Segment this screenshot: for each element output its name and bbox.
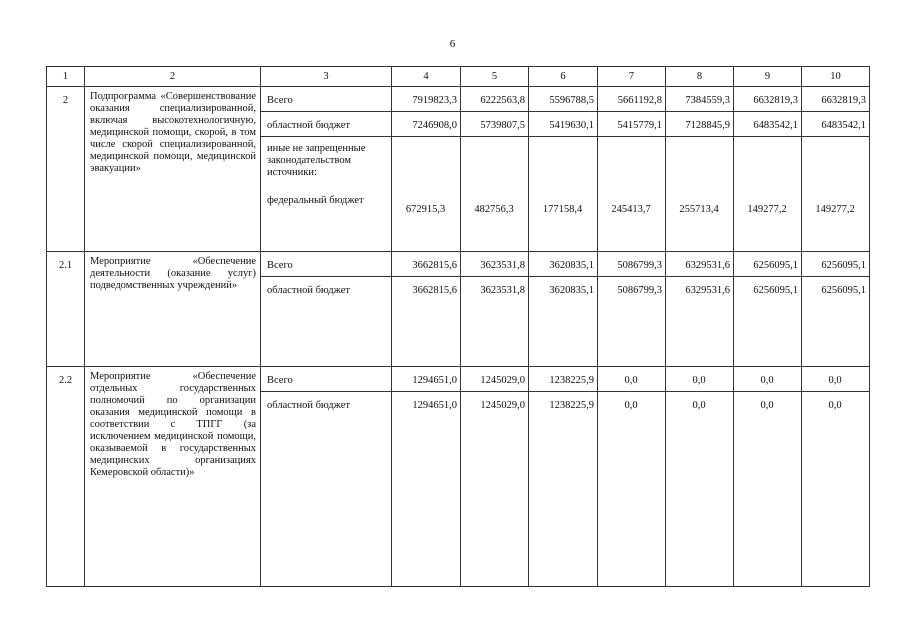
value-cell: 6256095,1 xyxy=(734,277,802,367)
value-cell: 672915,3 xyxy=(392,137,461,252)
value-cell: 245413,7 xyxy=(598,137,666,252)
header-row xyxy=(47,67,870,87)
table-row xyxy=(47,252,870,277)
value-cell: 6632819,3 xyxy=(734,87,802,112)
column-header: 9 xyxy=(734,67,802,87)
value-cell: 0,0 xyxy=(734,392,802,587)
value-cell: 6329531,6 xyxy=(666,252,734,277)
value-cell: 3662815,6 xyxy=(392,252,461,277)
value-cell: 6256095,1 xyxy=(802,277,870,367)
value-cell: 5086799,3 xyxy=(598,252,666,277)
source-sublabel: федеральный бюджет xyxy=(267,195,364,206)
value-cell: 7384559,3 xyxy=(666,87,734,112)
value-cell: 3623531,8 xyxy=(461,252,529,277)
value-cell: 0,0 xyxy=(598,367,666,392)
value-cell: 1238225,9 xyxy=(529,367,598,392)
value-cell: 6256095,1 xyxy=(802,252,870,277)
table-row xyxy=(47,87,870,112)
column-header: 6 xyxy=(529,67,598,87)
column-header: 2 xyxy=(85,67,261,87)
value-cell: 3662815,6 xyxy=(392,277,461,367)
page-number: 6 xyxy=(449,38,456,50)
row-name: Мероприятие «Обеспечение отдельных государственных полномочий по организации оказания медицинской помощи в соответствии с ТПГГ (за исключением медицинской помощи, оказываемой в государственных медицинских организациях Кемеровской области)» xyxy=(85,367,261,587)
column-header: 8 xyxy=(666,67,734,87)
value-cell: 0,0 xyxy=(598,392,666,587)
table-row xyxy=(47,367,870,392)
value-cell: 7919823,3 xyxy=(392,87,461,112)
source-label: областной бюджет xyxy=(261,277,392,367)
value-cell: 5596788,5 xyxy=(529,87,598,112)
source-label xyxy=(261,137,392,252)
value-cell: 482756,3 xyxy=(461,137,529,252)
source-label: областной бюджет xyxy=(261,392,392,587)
value-cell: 6256095,1 xyxy=(734,252,802,277)
value-cell: 0,0 xyxy=(734,367,802,392)
column-header: 3 xyxy=(261,67,392,87)
row-name: Подпрограмма «Совершенствование оказания специализированной, включая высокотехнологичную, медицинской помощи, скорой, в том числе скорой специализированной, медицинской помощи, медицинской эвакуации» xyxy=(85,87,261,252)
row-number: 2.1 xyxy=(47,252,85,367)
value-cell: 0,0 xyxy=(666,392,734,587)
value-cell: 3620835,1 xyxy=(529,252,598,277)
column-header: 5 xyxy=(461,67,529,87)
value-cell: 1245029,0 xyxy=(461,367,529,392)
source-label: Всего xyxy=(261,367,392,392)
value-cell: 0,0 xyxy=(802,392,870,587)
value-cell: 1294651,0 xyxy=(392,392,461,587)
source-label: Всего xyxy=(261,252,392,277)
value-cell: 6632819,3 xyxy=(802,87,870,112)
value-cell: 5739807,5 xyxy=(461,112,529,137)
value-cell: 255713,4 xyxy=(666,137,734,252)
value-cell: 5661192,8 xyxy=(598,87,666,112)
value-cell: 6222563,8 xyxy=(461,87,529,112)
value-cell: 3620835,1 xyxy=(529,277,598,367)
value-cell: 0,0 xyxy=(666,367,734,392)
column-header: 1 xyxy=(47,67,85,87)
value-cell: 1294651,0 xyxy=(392,367,461,392)
value-cell: 7128845,9 xyxy=(666,112,734,137)
value-cell: 1245029,0 xyxy=(461,392,529,587)
value-cell: 7246908,0 xyxy=(392,112,461,137)
value-cell: 5419630,1 xyxy=(529,112,598,137)
row-name: Мероприятие «Обеспечение деятельности (оказание услуг) подведомственных учреждений» xyxy=(85,252,261,367)
value-cell: 149277,2 xyxy=(802,137,870,252)
column-header: 10 xyxy=(802,67,870,87)
source-label: Всего xyxy=(261,87,392,112)
source-label: областной бюджет xyxy=(261,112,392,137)
value-cell: 5415779,1 xyxy=(598,112,666,137)
row-number: 2 xyxy=(47,87,85,252)
value-cell: 6483542,1 xyxy=(734,112,802,137)
source-label-text: иные не запрещенные законодательством источники: xyxy=(267,143,366,178)
value-cell: 6329531,6 xyxy=(666,277,734,367)
value-cell: 0,0 xyxy=(802,367,870,392)
row-number: 2.2 xyxy=(47,367,85,587)
budget-table xyxy=(46,66,870,587)
value-cell: 6483542,1 xyxy=(802,112,870,137)
value-cell: 177158,4 xyxy=(529,137,598,252)
value-cell: 3623531,8 xyxy=(461,277,529,367)
value-cell: 5086799,3 xyxy=(598,277,666,367)
column-header: 4 xyxy=(392,67,461,87)
value-cell: 1238225,9 xyxy=(529,392,598,587)
value-cell: 149277,2 xyxy=(734,137,802,252)
column-header: 7 xyxy=(598,67,666,87)
